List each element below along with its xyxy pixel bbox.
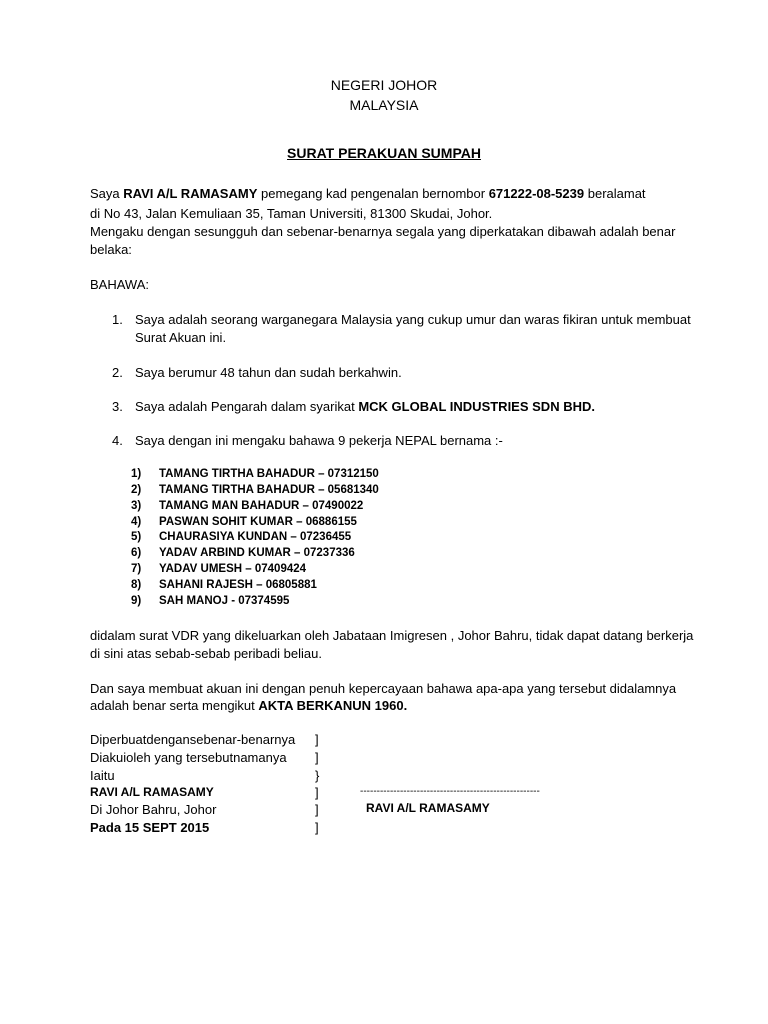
company-name: MCK GLOBAL INDUSTRIES SDN BHD. [358, 399, 595, 414]
state-heading: NEGERI JOHOR [330, 77, 438, 93]
worker-entry: YADAV ARBIND KUMAR – 07237336 [159, 547, 355, 559]
signatory-name: RAVI A/L RAMASAMY [366, 801, 490, 815]
signature-label: Diakuioleh yang tersebutnamanya [90, 750, 287, 765]
worker-number: 5) [131, 531, 142, 543]
closing-line-1: Dan saya membuat akuan ini dengan penuh kepercayaan bahawa apa-apa yang tersebut didalamnya [90, 681, 677, 696]
intro-line-1: Saya RAVI A/L RAMASAMY pemegang kad pengenalan bernombor 671222-08-5239 beralamat [90, 186, 646, 201]
closing-line-2: adalah benar serta mengikut AKTA BERKANUN 1960. [90, 698, 408, 713]
signature-bracket: ] [315, 802, 319, 817]
point-number: 1. [112, 312, 123, 327]
worker-number: 8) [131, 579, 142, 591]
country-heading: MALAYSIA [349, 97, 419, 113]
point-number: 2. [112, 365, 123, 380]
worker-entry: CHAURASIYA KUNDAN – 07236455 [159, 531, 352, 543]
signature-label: RAVI A/L RAMASAMY [90, 785, 214, 799]
signature-bracket: ] [315, 820, 319, 835]
signature-label: Pada 15 SEPT 2015 [90, 820, 210, 835]
signature-label: Iaitu [90, 768, 115, 783]
worker-entry: TAMANG TIRTHA BAHADUR – 07312150 [159, 468, 379, 480]
signature-bracket: ] [315, 732, 319, 747]
act-name: AKTA BERKANUN 1960. [258, 698, 408, 713]
worker-entry: SAHANI RAJESH – 06805881 [159, 579, 317, 591]
document-title: SURAT PERAKUAN SUMPAH [287, 145, 481, 161]
worker-number: 6) [131, 547, 142, 559]
bahawa-label: BAHAWA: [90, 277, 149, 292]
vdr-line-2: di sini atas sebab-sebab peribadi beliau. [90, 646, 322, 661]
worker-entry: TAMANG TIRTHA BAHADUR – 05681340 [159, 484, 379, 496]
point-text: Saya berumur 48 tahun dan sudah berkahwin. [135, 365, 402, 380]
signature-bracket: ] [315, 785, 319, 800]
worker-number: 9) [131, 595, 142, 607]
declaration-line-1: Mengaku dengan sesungguh dan sebenar-benarnya segala yang diperkatakan dibawah adalah benar [90, 224, 676, 239]
signature-bracket: ] [315, 750, 319, 765]
worker-number: 2) [131, 484, 142, 496]
worker-number: 7) [131, 563, 142, 575]
ic-number: 671222-08-5239 [488, 186, 585, 201]
point-text: Saya adalah Pengarah dalam syarikat MCK GLOBAL INDUSTRIES SDN BHD. [135, 399, 595, 414]
worker-entry: TAMANG MAN BAHADUR – 07490022 [159, 500, 364, 512]
worker-number: 4) [131, 516, 142, 528]
worker-number: 1) [131, 468, 142, 480]
worker-entry: YADAV UMESH – 07409424 [159, 563, 307, 575]
signature-label: Diperbuatdengansebenar-benarnya [90, 732, 296, 747]
signature-line: ------------------------------------------------------ [360, 786, 540, 797]
point-text: Saya adalah seorang warganegara Malaysia yang cukup umur dan waras fikiran untuk membuat [135, 312, 691, 327]
worker-entry: PASWAN SOHIT KUMAR – 06886155 [159, 516, 357, 528]
point-number: 3. [112, 399, 123, 414]
vdr-line-1: didalam surat VDR yang dikeluarkan oleh Jabataan Imigresen , Johor Bahru, tidak dapat datang berkerja [90, 628, 694, 643]
address-line: di No 43, Jalan Kemuliaan 35, Taman Universiti, 81300 Skudai, Johor. [90, 206, 493, 221]
signature-label: Di Johor Bahru, Johor [90, 802, 217, 817]
point-text: Surat Akuan ini. [135, 330, 227, 345]
signature-bracket: } [315, 768, 320, 783]
point-text: Saya dengan ini mengaku bahawa 9 pekerja NEPAL bernama :- [135, 433, 503, 448]
declarant-name: RAVI A/L RAMASAMY [123, 186, 258, 201]
worker-entry: SAH MANOJ - 07374595 [159, 595, 290, 607]
declaration-line-2: belaka: [90, 242, 132, 257]
point-number: 4. [112, 433, 123, 448]
worker-number: 3) [131, 500, 142, 512]
